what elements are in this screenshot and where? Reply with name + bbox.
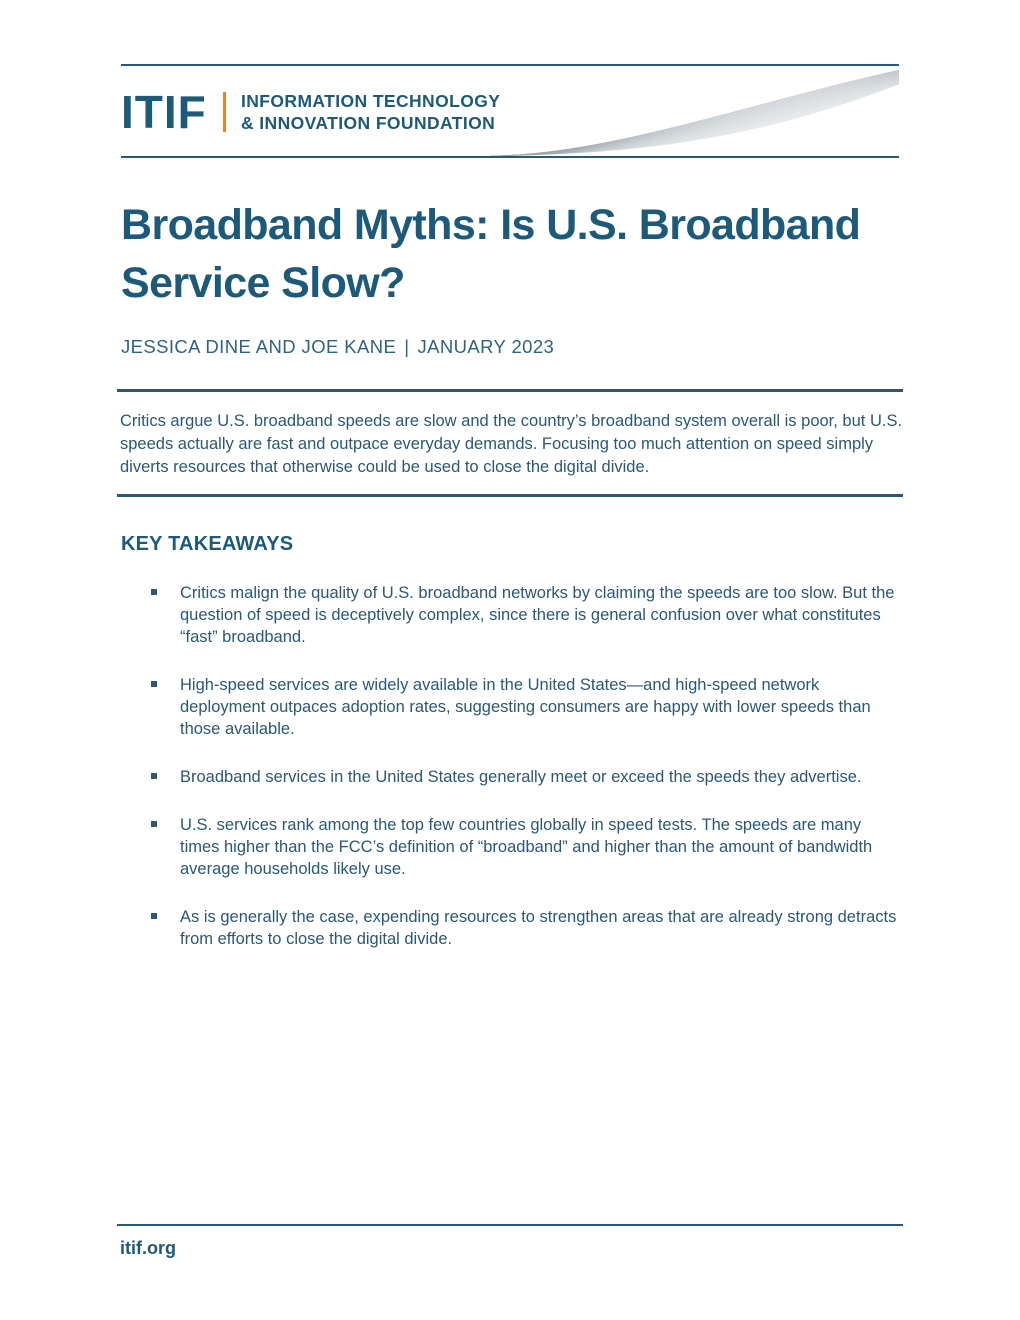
wave-line (490, 71, 899, 156)
square-bullet-icon (151, 773, 157, 779)
list-item-text: Broadband services in the United States generally meet or exceed the speeds they advertise. (180, 768, 862, 786)
list-item (150, 766, 900, 788)
footer-website-link[interactable]: itif.org (120, 1238, 176, 1258)
summary-bottom-rule (117, 494, 903, 497)
wave-line (490, 70, 899, 156)
wave-line (490, 70, 899, 156)
page-title: Broadband Myths: Is U.S. Broadband Service Slow? (121, 201, 861, 307)
summary-paragraph: Critics argue U.S. broadband speeds are slow and the country’s broadband system overall is poor, but U.S. speeds actually are fast and outpace everyday demands. Focusing too much attention on speed simply diverts resources that otherwise could be used to close the digital divide. (120, 412, 903, 476)
list-item-text: High-speed services are widely available in the United States—and high-speed network deployment outpaces adoption rates, suggesting consumers are happy with lower speeds than those available. (180, 676, 871, 738)
list-item (150, 906, 900, 950)
key-takeaways-list (150, 582, 900, 976)
byline (121, 336, 901, 358)
logo-name-line2: & INNOVATION FOUNDATION (241, 113, 496, 133)
wave-line (490, 74, 899, 156)
square-bullet-icon (151, 589, 157, 595)
list-item-text: As is generally the case, expending resources to strengthen areas that are already strong detracts from efforts to close the digital divide. (180, 908, 897, 948)
wave-line (490, 80, 899, 156)
list-item (150, 674, 900, 740)
logo-name-line1: INFORMATION TECHNOLOGY (241, 91, 501, 111)
list-item (150, 582, 900, 648)
list-item (150, 814, 900, 880)
wave-line (490, 81, 899, 156)
wave-line (490, 71, 899, 156)
logo-divider (223, 92, 226, 132)
square-bullet-icon (151, 913, 157, 919)
header-bottom-rule (121, 156, 899, 158)
wave-line (490, 77, 899, 156)
logo-mark: ITIF (121, 86, 207, 138)
square-bullet-icon (151, 821, 157, 827)
byline-date: JANUARY 2023 (417, 336, 555, 357)
header-wave-graphic (490, 66, 899, 156)
key-takeaways-heading: KEY TAKEAWAYS (121, 533, 294, 555)
wave-line (490, 73, 899, 156)
square-bullet-icon (151, 681, 157, 687)
list-item-text: Critics malign the quality of U.S. broadband networks by claiming the speeds are too slow. But the question of speed is deceptively complex, since there is general confusion over what constitutes “fast” broadband. (180, 584, 895, 646)
summary-top-rule (117, 389, 903, 392)
wave-line (490, 72, 899, 156)
byline-separator: | (404, 336, 410, 357)
wave-line (490, 78, 899, 156)
byline-authors: JESSICA DINE AND JOE KANE (121, 336, 397, 357)
footer-rule (117, 1224, 903, 1226)
list-item-text: U.S. services rank among the top few countries globally in speed tests. The speeds are many times higher than the FCC’s definition of “broadband” and higher than the amount of bandwidth average households likely use. (180, 816, 873, 878)
